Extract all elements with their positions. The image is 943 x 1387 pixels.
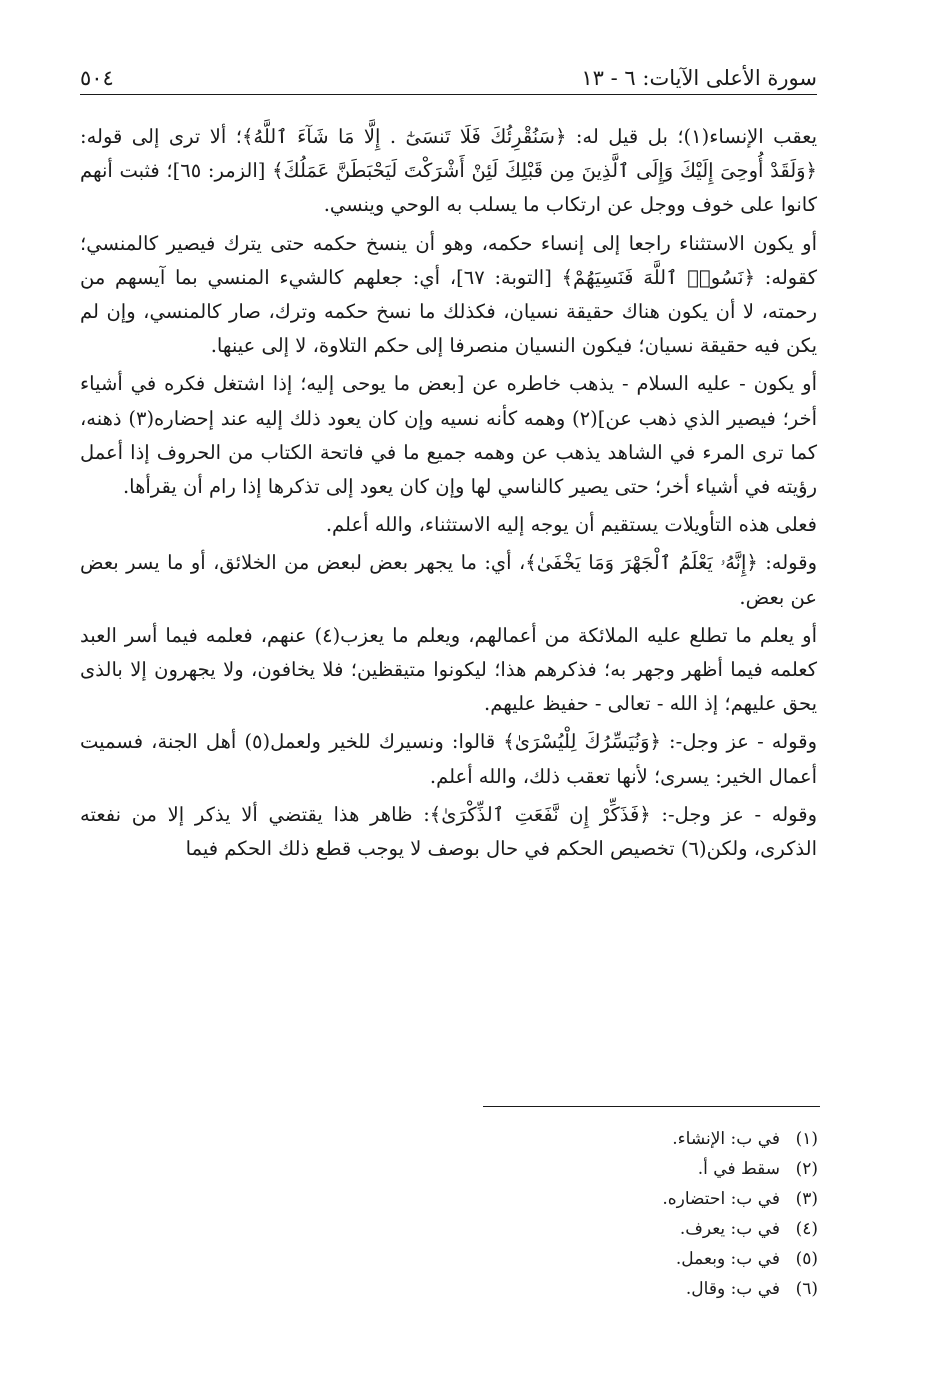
footnote-number: (٤) [795, 1219, 818, 1239]
footnote-number: (٦) [795, 1279, 818, 1299]
footnote-text: في ب: وقال. [685, 1279, 780, 1299]
paragraph: وقوله - عز وجل-: ﴿فَذَكِّرْ إِن نَّفَعَتِ ٱلذِّكْرَىٰ﴾: ظاهر هذا يقتضي ألا يذكر إلا من نفعته الذكرى، ولكن(٦) تخصيص الحكم في حال بوصف لا يوجب قطع ذلك الحكم فيما [80, 802, 817, 861]
footnotes [418, 1124, 818, 1304]
footnote-item [418, 1244, 818, 1274]
footnote-number: (٣) [795, 1189, 818, 1209]
paragraph: وقوله: ﴿إِنَّهُۥ يَعْلَمُ ٱلْجَهْرَ وَمَا يَخْفَىٰ﴾، أي: ما يجهر بعض لبعض من الخلائق، أو ما يسر بعض عن بعض. [80, 551, 817, 609]
footnote-text: في ب: وبعمل. [675, 1249, 780, 1269]
page-header [80, 56, 817, 90]
page-number: ٥٠٤ [80, 66, 114, 90]
paragraph: أو يكون - عليه السلام - يذهب خاطره عن [بعض ما يوحى إليه؛ إذا اشتغل فكره في أشياء أخر؛ فيصير الذي ذهب عن](٢) وهمه كأنه نسيه وإن كان يعود ذلك إليه عند إحضاره(٣) ذهنه، كما ترى المرء في الشاهد يذهب عن وهمه جميع ما في فاتحة الكتاب من الحروف إذا أعمل رؤيته في أشياء أخر؛ حتى يصير كالناسي لها وإن كان يعود إلى تذكرها إذا رام أن يقرأها. [80, 372, 818, 499]
paragraph: أو يعلم ما تطلع عليه الملائكة من أعمالهم، ويعلم ما يعزب(٤) عنهم، فعلمه فيما أسر العبد كعلمه فيما أظهر وجهر به؛ فذكرهم هذا؛ ليكونوا متيقظين؛ فلا يخافون، ولا يجهرون إلا بالذى يحق عليهم؛ إذ الله - تعالى - حفيظ عليهم. [80, 623, 817, 716]
footnote-item [418, 1274, 818, 1304]
paragraph: وقوله - عز وجل-: ﴿وَنُيَسِّرُكَ لِلْيُسْرَىٰ﴾ قالوا: ونسيرك للخير ولعمل(٥) أهل الجنة، فسميت أعمال الخير: يسرى؛ لأنها تعقب ذلك، والله أعلم. [80, 730, 817, 788]
main-text [80, 120, 817, 870]
footnote-text: في ب: يعرف. [679, 1219, 780, 1239]
footnote-text: في ب: الإنشاء. [672, 1129, 780, 1149]
footnote-item [418, 1154, 818, 1184]
footnote-item [418, 1184, 818, 1214]
footnote-item [418, 1214, 818, 1244]
paragraph: أو يكون الاستثناء راجعا إلى إنساء حكمه، وهو أن ينسخ حكمه حتى يترك فيصير كالمنسي؛ كقوله: ﴿نَسُوا۟ ٱللَّهَ فَنَسِيَهُمْ﴾ [التوبة: ٦٧]، أي: جعلهم كالشيء المنسي بما آيسهم من رحمته، لا أن يكون هناك حقيقة نسيان، فكذلك ما نسخ حكمه وترك، صار كالمنسي، وإن لم يكن فيه حقيقة نسيان؛ فيكون النسيان منصرفا إلى حكم التلاوة، لا إلى عينها. [80, 231, 817, 358]
footnote-item [418, 1124, 818, 1154]
footnote-text: في ب: احتضاره. [662, 1189, 780, 1209]
running-title: سورة الأعلى الآيات: ٦ - ١٣ [581, 66, 817, 90]
footnote-number: (٥) [795, 1249, 818, 1269]
footnote-divider [483, 1106, 820, 1107]
footnote-number: (١) [795, 1129, 818, 1149]
paragraph: يعقب الإنساء(١)؛ بل قيل له: ﴿سَنُقْرِئُكَ فَلَا تَنسَىٰٓ . إِلَّا مَا شَآءَ ٱللَّهُ﴾؛ ألا ترى إلى قوله: ﴿وَلَقَدْ أُوحِىَ إِلَيْكَ وَإِلَى ٱلَّذِينَ مِن قَبْلِكَ لَئِنْ أَشْرَكْتَ لَيَحْبَطَنَّ عَمَلُكَ﴾ [الزمر: ٦٥]؛ فثبت أنهم كانوا على خوف ووجل عن ارتكاب ما يسلب به الوحي وينسي. [80, 125, 818, 217]
paragraph: فعلى هذه التأويلات يستقيم أن يوجه إليه الاستثناء، والله أعلم. [325, 513, 817, 537]
header-divider [80, 94, 817, 95]
footnote-text: سقط في أ. [697, 1159, 780, 1179]
footnote-number: (٢) [795, 1159, 818, 1179]
